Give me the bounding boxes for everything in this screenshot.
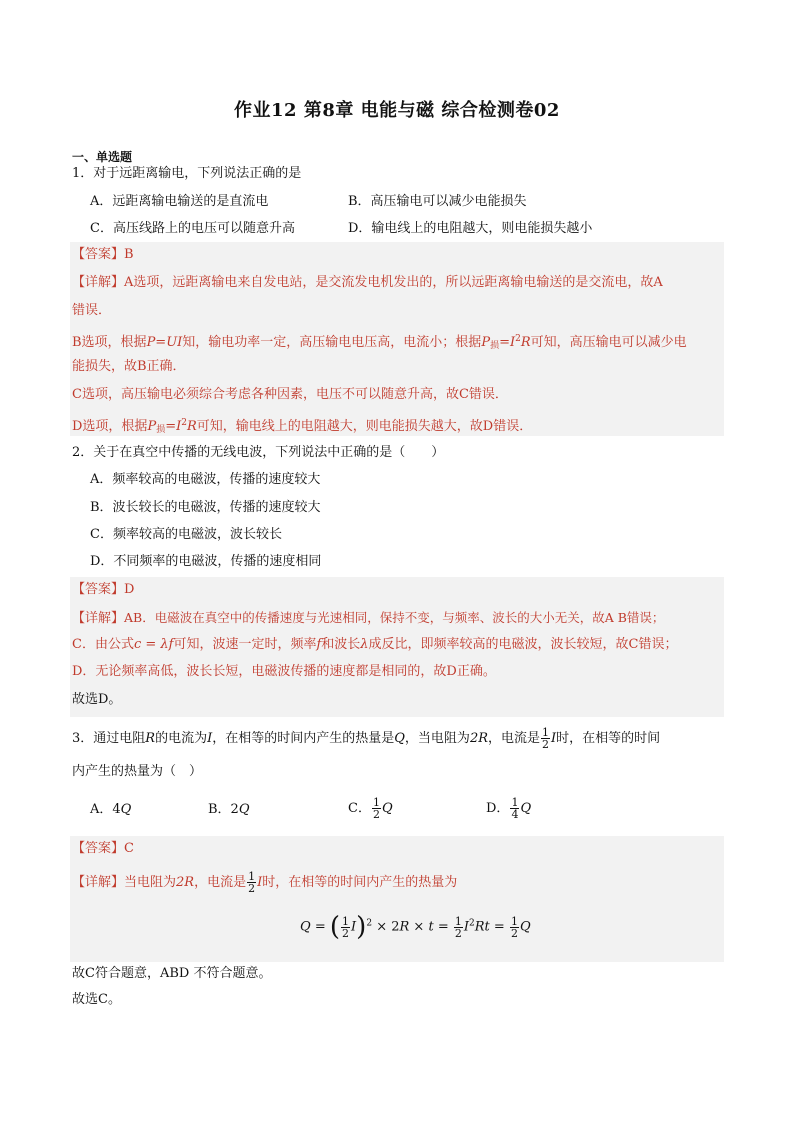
q1-answer bbox=[72, 246, 134, 264]
q1-detail-line-5: C选项，高压输电必须综合考虑各种因素，电压不可以随意升高，故C错误． bbox=[72, 387, 508, 402]
q1-detail-line-2: 错误． bbox=[72, 303, 112, 318]
q2-detail-line-4: 故选D。 bbox=[72, 692, 122, 707]
q2-answer: 【答案】D bbox=[72, 582, 135, 597]
q1-option-d: D．输电线上的电阻越大，则电能损失越小 bbox=[348, 221, 593, 236]
q3-conclusion-1: 故C符合题意，ABD 不符合题意。 bbox=[72, 966, 272, 981]
q3-stem-line-2: 内产生的热量为（ ） bbox=[72, 764, 203, 779]
q2-detail-line-3: D．无论频率高低，波长长短，电磁波传播的速度都是相同的，故D正确。 bbox=[72, 664, 496, 679]
q2-detail-line-1: 【详解】AB．电磁波在真空中的传播速度与光速相同，保持不变，与频率、波长的大小无关，故A B错误； bbox=[72, 610, 665, 626]
fraction-half: $\frac{1}{2}$ bbox=[542, 726, 550, 751]
answer-label: 【答案】 bbox=[72, 247, 125, 262]
q2-option-c: C．频率较高的电磁波，波长较长 bbox=[90, 527, 282, 542]
q1-option-c: C．高压线路上的电压可以随意升高 bbox=[90, 221, 295, 236]
detail-label: 【详解】 bbox=[72, 275, 125, 290]
q1-option-b: B．高压输电可以减少电能损失 bbox=[348, 194, 527, 209]
q2-stem: 2．关于在真空中传播的无线电波，下列说法中正确的是（ ） bbox=[72, 445, 445, 460]
q3-option-a: A．4Q bbox=[90, 802, 132, 817]
q1-option-a: A．远距离输电输送的是直流电 bbox=[90, 194, 269, 209]
q3-detail-line-1: 【详解】当电阻为2R，电流是 $\frac{1}{2}$ I时，在相等的时间内产生的热量为 bbox=[72, 870, 458, 895]
q3-option-d: D． $\frac{1}{4}$ Q bbox=[486, 796, 532, 821]
q2-option-b: B．波长较长的电磁波，传播的速度较大 bbox=[90, 500, 321, 515]
q1-stem: 1．对于远距离输电，下列说法正确的是 bbox=[72, 166, 302, 181]
q3-answer-box bbox=[70, 836, 724, 962]
answer-value: B bbox=[124, 247, 134, 262]
section-heading: 一、单选题 bbox=[72, 150, 133, 164]
q2-option-a: A．频率较高的电磁波，传播的速度较大 bbox=[90, 472, 321, 487]
page-title: 作业12 第8章 电能与磁 综合检测卷02 bbox=[234, 100, 560, 121]
q3-conclusion-2: 故选C。 bbox=[72, 992, 121, 1007]
q3-formula: Q = ( $\frac{1}{2}$ I)$^2$ × 2R × t = $\frac{1}{2}$ $I^2Rt$ = $\frac{1}{2}$ Q bbox=[300, 912, 531, 942]
q1-detail-line-3: B选项，根据P=UI知，输电功率一定，高压输电电压高，电流小；根据$P_损=I^2R$可知，高压输电可以减少电 bbox=[72, 334, 687, 351]
q3-option-c: C． $\frac{1}{2}$ Q bbox=[348, 796, 393, 821]
q3-option-b: B．2Q bbox=[208, 802, 250, 817]
q3-answer: 【答案】C bbox=[72, 841, 134, 856]
q2-detail-line-2: C．由公式c = λf可知，波速一定时，频率f和波长λ成反比，即频率较高的电磁波，波长较短，故C错误； bbox=[72, 637, 678, 652]
q2-option-d: D．不同频率的电磁波，传播的速度相同 bbox=[90, 554, 322, 569]
q1-detail-line-6: D选项，根据$P_损=I^2R$可知，输电线上的电阻越大，则电能损失越大，故D错误． bbox=[72, 418, 533, 435]
q1-detail-line-4: 能损失，故B正确． bbox=[72, 359, 186, 374]
q1-detail-line-1: 【详解】A选项，远距离输电来自发电站，是交流发电机发出的，所以远距离输电输送的是交流电，故A bbox=[72, 275, 663, 290]
q3-stem: 3．通过电阻R的电流为I，在相等的时间内产生的热量是Q，当电阻为2R，电流是 $\frac{1}{2}$ I时，在相等的时间 bbox=[72, 726, 661, 751]
